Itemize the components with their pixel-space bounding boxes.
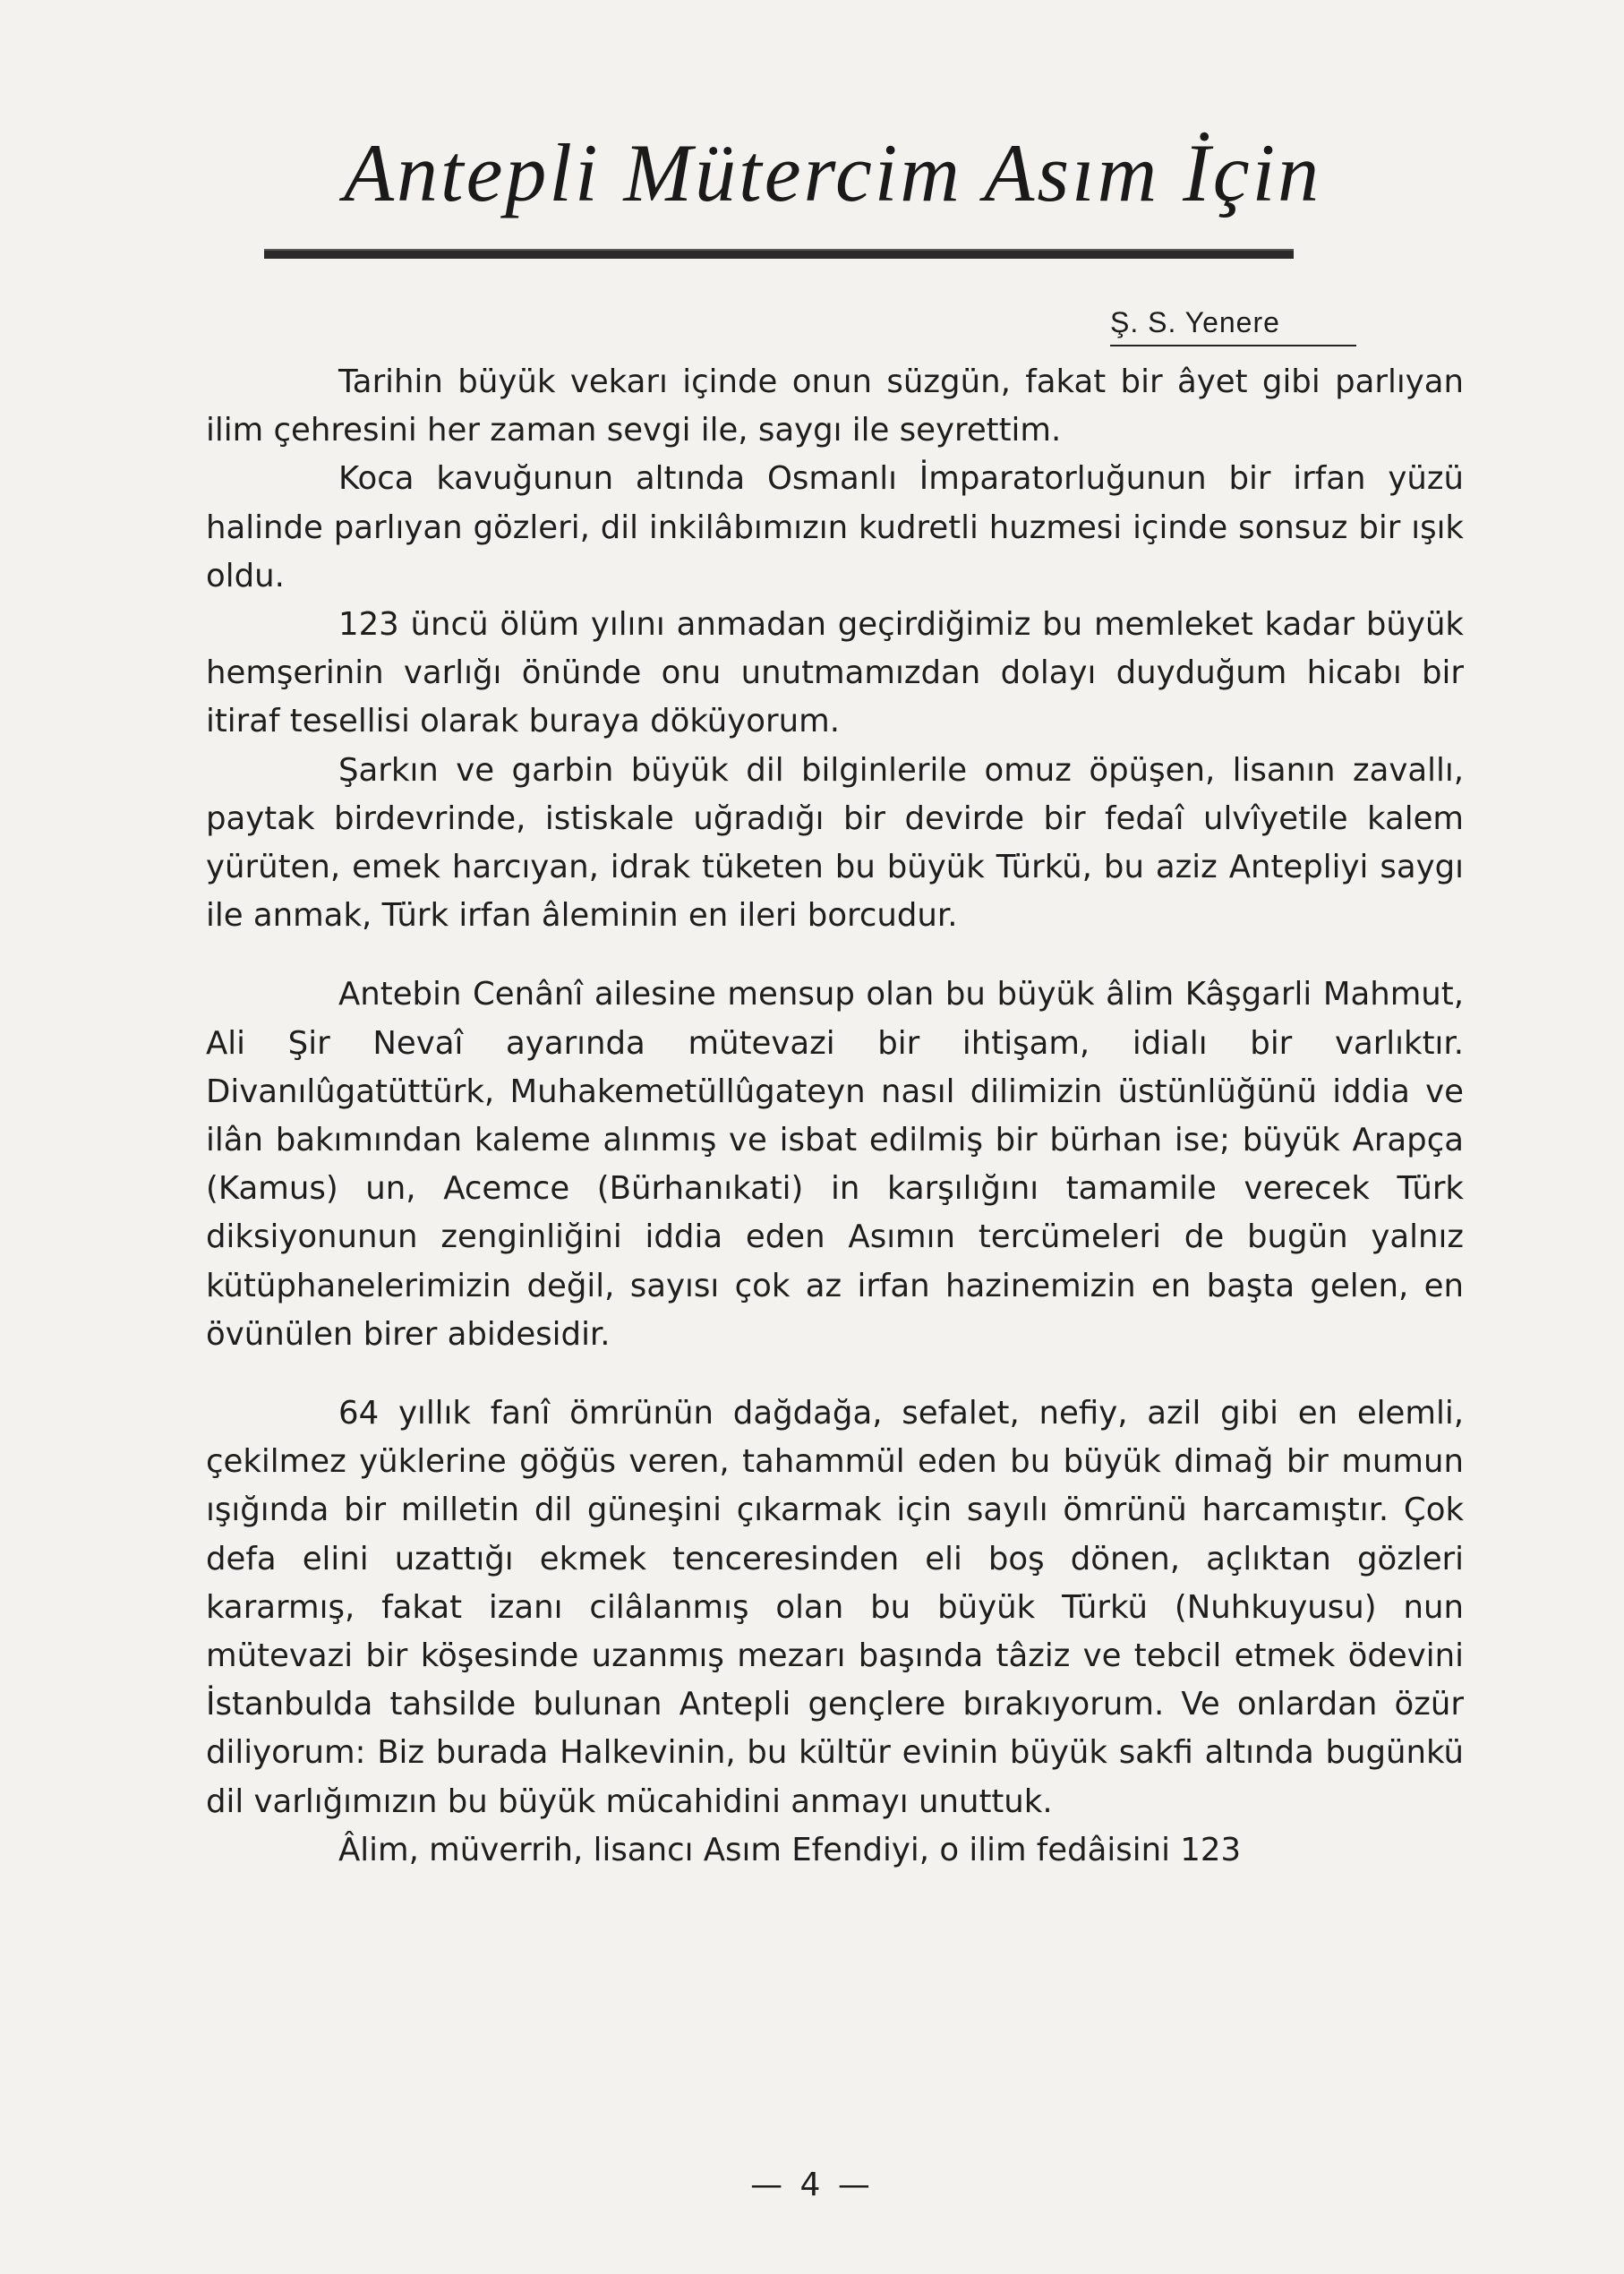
paragraph-4: Şarkın ve garbin büyük dil bilginlerile omuz öpüşen, lisanın zavallı, paytak birdevrinde, istiskale uğradığı bir devirde bir fedaî ulvîyetile kalem yürüten, emek harcıyan, idrak tüketen bu büyük Türkü, bu aziz Antepliyi saygı ile anmak, Türk irfan âleminin en ileri borcudur. — [206, 751, 1464, 935]
author-byline: Ş. S. Yenere — [1110, 306, 1356, 346]
paragraph-2: Koca kavuğunun altında Osmanlı İmparatorluğunun bir irfan yüzü halinde parlıyan gözleri, dil inkilâbımızın kudretli huzmesi içinde sonsuz bir ışık oldu. — [206, 460, 1464, 594]
paragraph-6: 64 yıllık fanî ömrünün dağdağa, sefalet, nefiy, azil gibi en elemli, çekilmez yüklerine göğüs veren, tahammül eden bu büyük dimağ bir mumun ışığında bir milletin dil güneşini çıkarmak için sayılı ömrünü harcamıştır. Çok defa elini uzattığı ekmek tenceresinden eli boş dönen, açlıktan gözleri kararmış, fakat izanı cilâlanmış olan bu büyük Türkü (Nuhkuyusu) nun mütevazi bir köşesinde uzanmış mezarı başında tâziz ve tebcil etmek ödevini İstanbulda tahsilde bulunan Antepli gençlere bırakıyorum. Ve onlardan özür diliyorum: Biz burada Halkevinin, bu kültür evinin büyük sakfi altında bugünkü dil varlığımızın bu büyük mücahidini anmayı unuttuk. — [206, 1395, 1464, 1820]
paragraph-7: Âlim, müverrih, lisancı Asım Efendiyi, o ilim fedâisini 123 — [338, 1831, 1242, 1868]
paragraph-1: Tarihin büyük vekarı içinde onun süzgün, fakat bir âyet gibi parlıyan ilim çehresini her zaman sevgi ile, saygı ile seyrettim. — [206, 363, 1464, 449]
article-body — [206, 358, 1464, 1875]
paragraph-5: Antebin Cenânî ailesine mensup olan bu büyük âlim Kâşgarli Mahmut, Ali Şir Nevaî ayarında mütevazi bir ihtişam, idialı bir varlıktır. Divanılûgatüttürk, Muhakemetüllûgateyn nasıl dilimizin üstünlüğünü iddia ve ilân bakımından kaleme alınmış ve isbat edilmiş bir bürhan ise; büyük Arapça (Kamus) un, Acemce (Bürhanıkati) in karşılığını tamamile verecek Türk diksiyonunun zenginliğini iddia eden Asımın tercümeleri de bugün yalnız kütüphanelerimizin değil, sayısı çok az irfan hazinemizin en başta gelen, en övünülen birer abidesidir. — [206, 976, 1464, 1353]
page-number: — 4 — — [750, 2167, 874, 2203]
title-underline — [264, 249, 1294, 259]
article-title: Antepli Mütercim Asım İçin — [343, 127, 1322, 218]
paragraph-3: 123 üncü ölüm yılını anmadan geçirdiğimiz bu memleket kadar büyük hemşerinin varlığı önünde onu unutmamızdan dolayı duyduğum hicabı bir itiraf tesellisi olarak buraya döküyorum. — [206, 606, 1464, 740]
